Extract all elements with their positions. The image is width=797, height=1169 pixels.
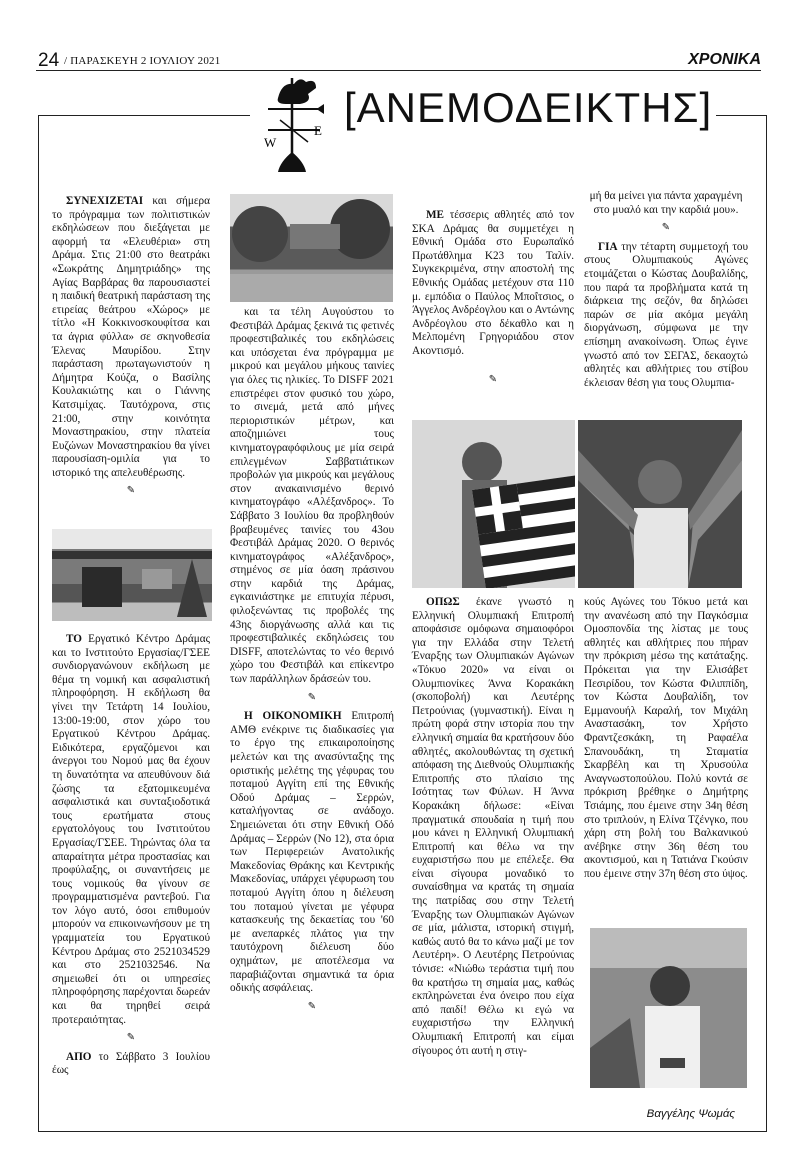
lead-word: ΤΟ <box>66 633 82 645</box>
article-text: τέσσερις αθλητές από τον ΣΚΑ Δράμας θα συμμετέχει η Εθνική Ομάδα στο Ευρωπαϊκό Πρωτάθλημα Κ23 του Ταλίν. Συγκεκριμένα, στην αποστολή της Εθνικής Ομάδας μετέχουν στα 110 μ. εμπόδια ο Παύλος Μποΐτσιος, ο Άγγελος Ανδρέογλου και ο Αντώνης Ανδρέογλου στο δέκαθλο και η Μελπομένη Γρηγοριάδου στον Ακοντισμό. <box>412 209 574 357</box>
col4-text <box>584 190 748 390</box>
article-text: μή θα μείνει για πάντα χαραγμένη στο μυαλό και την καρδιά μου». <box>589 190 743 216</box>
separator-icon: ✎ <box>488 373 498 385</box>
lead-word: ΟΠΩΣ <box>426 596 460 608</box>
separator-icon: ✎ <box>307 691 317 703</box>
gymnast-photo <box>578 420 742 588</box>
runner-photo <box>590 928 747 1088</box>
article-text: κούς Αγώνες του Τόκυο μετά και την ανανέωση από την Παγκόσμια Ομοσπονδία της λίστας με τους αθλητές και αθλήτριες που πήραν την πρόκριση μέσω της κατάταξης. Πρόκειται για την Ελισάβετ Πεσιρίδου, τον Κώστα Φιλιππίδη, τον Κώστα Δουβαλίδη, τον Εμμανουήλ Καραλή, τον Μιχάλη Αναστασάκη, τον Χρήστο Φραντζεσκάκη, τη Ραφαέλα Σπανουδάκη, τη Σταματία Σκαρβέλη και τη Χρυσούλα Αναγνωστοπούλου. Πολύ κοντά σε πρόκριση βρέθηκε ο Δημήτρης Τσιάμης, που έμεινε στην 34η θέση στο τριπλούν, η Ελίνα Τζένγκο, που χάρη στη βολή του Βαλκανικού ανέβηκε στην 36η θέση του ακοντισμού, και η Τατιάνα Γκούσιν που έμεινε στην 37η θέση στο ύψος. <box>584 596 748 880</box>
article-text: και σήμερα το πρόγραμμα των πολιτιστικών εκδηλώσεων που διεξάγεται με αφορμή τα «Ελευθέρια» στη Δράμα. Στις 21:00 στο θεατράκι «Σωκράτης Δημητριάδης» της Αγίας Βαρβάρας θα παρουσιαστεί η παιδική θεατρική παράσταση της ετιρείας θεάτρου «Χώρος» με τίτλο «Η Κοκκινοσκουφίτσα και τα άγρια φύλλα» σε σκηνοθεσία Έλενας Μαυρίδου. Στην παράσταση πρωταγωνιστούν η Δήμητρα Κούζα, ο Βασίλης Κουλακιώτης και ο Γιάννης Κατσιμίχας. Ταυτόχρονα, στις 21:00, στην κοινότητα Μοναστηρακίου, στην πλατεία Ευζώνων Μοναστηρακίου θα γίνει παρουσίαση-ομιλία για το ιστορικό της απελευθέρωσης. <box>52 195 210 479</box>
lead-word: ΑΠΟ <box>66 1050 92 1063</box>
lead-word: Η ΟΙΚΟΝΟΜΙΚΗ <box>244 710 342 723</box>
vane-letter-w: W <box>264 135 277 150</box>
article-text: έκανε γνωστό η Ελληνική Ολυμπιακή Επιτροπή αποφάσισε ομόφωνα σημαιοφόροι για την Ελλάδα στην Τελετή Έναρξης των Ολυμπιακών Αγώνων «Τόκυο 2020» να είναι οι Ολυμπιονίκες Άννα Κορακάκη (σκοποβολή) και Λευτέρης Πετρούνιας (γυμναστική). Είναι η πρώτη φορά στην ιστορία που την ελληνική σημαία θα κρατήσουν δύο αθλητές, ακολουθώντας τη σχετική απόφαση της Διεθνούς Ολυμπιακής Επιτροπής στο πλαίσιο της Ισότητας των Φύλων. Η Άννα Κορακάκη δήλωσε: «Είναι πραγματικά σπουδαία η τιμή που μου κάνει η Ελληνική Ολυμπιακή Επιτροπή και θέλω να την ευχαριστήσω που με επέλεξε. Θα είναι σίγουρα μοναδικό το συναίσθημα να κρατάς τη σημαία της πατρίδας σου στην Τελετή Έναρξης των Ολυμπιακών Αγώνων σε μία, μάλιστα, ιστορική στιγμή, καθώς αυτό θα το κάνω μαζί με τον Λευτέρη». Ο Λευτέρης Πετρούνιας τόνισε: «Νιώθω τεράστια τιμή που θα κρατήσω τη σημαία μας, καθώς εκπληρώνεται ένα όνειρο που είχα από παιδί! Θέλω κι εγώ να ευχαριστήσω την Ελληνική Ολυμπιακή Επιτροπή και είμαι σίγουρος ότι αυτή η στιγ- <box>412 596 574 1057</box>
separator-icon: ✎ <box>307 1000 317 1012</box>
weathervane-icon <box>250 72 340 174</box>
lead-word: ΓΙΑ <box>598 240 618 253</box>
article-text: την τέταρτη συμμετοχή του στους Ολυμπιακούς Αγώνες ετοιμάζεται ο Κώστας Δουβαλίδης, που παρά τα προβλήματα κατά τη διάρκεια της σεζόν, θα δηλώσει παρών σε μία ακόμα μεγάλη διοργάνωση, σύμφωνα με την επίσημη ανακοίνωση. Όπως έγινε γνωστό από τον ΣΕΓΑΣ, δεκαοχτώ αθλητές και αθλήτριες του στίβου έκλεισαν θέση για τους Ολυμπια- <box>584 240 748 389</box>
separator-icon: ✎ <box>126 485 136 497</box>
column-title: [ΑΝΕΜΟΔΕΙΚΤΗΣ] <box>340 84 716 132</box>
section-name: ΧΡΟΝΙΚΑ <box>688 51 761 68</box>
col3-text <box>412 209 574 392</box>
separator-icon: ✎ <box>126 1032 136 1044</box>
article-text: Επιτροπή ΑΜΘ ενέκρινε τις διαδικασίες για το έργο της επικαιροποίησης μελετών και της ανασύνταξης της οριστικής μελέτης της γέφυρας του ποταμού Αγγίτη επί της Εθνικής Οδού Δράμας – Σερρών, καταλήγοντας σε ανάδοχο. Σημειώνεται ότι στην Εθνική Οδό Δράμας – Σερρών (Νο 12), στα όρια των Περιφερειών Ανατολικής Μακεδονίας Θράκης και Κεντρικής Μακεδονίας, υπάρχει γέφυρωση του ποταμού Αγγίτη όπου η διέλευση του ποταμού γίνεται με γέφυρα κατασκευής της δεκαετίας του '60 με ανεπαρκές πλάτος για την ταυτόχρονη διέλευση δύο οχημάτων, με αποτέλεσμα να παραβιάζονται σημαντικά τα όρια οδικής ασφάλειας. <box>230 710 394 995</box>
issue-date: / ΠΑΡΑΣΚΕΥΗ 2 ΙΟΥΛΙΟΥ 2021 <box>64 55 221 67</box>
page-number: 24 <box>38 50 60 71</box>
lead-word: ΜΕ <box>426 209 445 221</box>
col1-text-bottom <box>52 633 210 1078</box>
col2-text <box>230 306 394 1019</box>
vane-letter-e: E <box>314 123 322 138</box>
col1-text-top <box>52 195 210 504</box>
col6-text <box>584 596 748 881</box>
article-text: το Σάββατο 3 Ιουλίου έως <box>52 1050 210 1077</box>
article-text: Εργατικό Κέντρο Δράμας και το Ινστιτούτο Εργασίας/ΓΣΕΕ συνδιοργανώνουν εκδήλωση με θέμα τη νομική και ασφαλιστική πληροφόρηση. Η εκδήλωση θα γίνει την Τετάρτη 14 Ιουλίου, 13:00-19:00, στον χώρο του Εργατικού Κέντρου Δράμας. Ειδικότερα, εργαζόμενοι και άνεργοι του Νομού μας θα έχουν τη δυνατότητα να απευθύνουν διά ζώσης τα εξατομικευμένα ασφαλιστικά και συνταξιοδοτικά τους ερωτήματα στους εργατολόγους του Ινστιτούτου Εργασίας/ΓΣΕΕ. Τηρώντας όλα τα απαραίτητα μέτρα προστασίας και προφύλαξης, οι συναντήσεις με τους νομικούς θα γίνουν σε προγραμματισμένα ραντεβού. Για τον λόγο αυτό, όσοι επιθυμούν μπορούν να επικοινωνήσουν με τη γραμματεία του Εργατικού Κέντρου Δράμας στο 2521034529 και στο 2521032546. Να σημειωθεί ότι οι υπηρεσίες πληροφόρησης παρέχονται δωρεάν και θα τηρηθεί σειρά προτεραιότητας. <box>52 633 210 1026</box>
separator-icon: ✎ <box>661 222 671 234</box>
building-photo <box>52 529 212 621</box>
col5-text <box>412 596 574 1058</box>
header-rule <box>36 70 761 71</box>
lead-word: ΣΥΝΕΧΙΖΕΤΑΙ <box>66 195 144 207</box>
flag-bearer-photo <box>412 420 575 588</box>
author-signature: Βαγγέλης Ψωμάς <box>646 1108 735 1120</box>
cinema-garden-photo <box>230 194 393 302</box>
article-text: και τα τέλη Αυγούστου το Φεστιβάλ Δράμας ξεκινά τις φετινές προφεστιβαλικές του εκδηλώσεις και υπόσχεται ένα πρόγραμμα με μικρού και μεγάλου μήκους ταινίες για όλες τις ηλικίες. Το DISFF 2021 επιστρέφει στον φυσικό του χώρο, το σινεμά, μετά από μήνες περιοριστικών μέτρων, και αποζημιώνει τους κινηματογραφόφιλους με μία σειρά επιλεγμένων Σαββατιάτικων προβολών για μικρούς και μεγάλους στον ανακαινισμένο θερινό κινηματογράφο «Αλέξανδρος». Το Σάββατο 3 Ιουλίου θα προβληθούν βραβευμένες ταινίες του 43ου Φεστιβάλ Δράμας 2020. Ο θερινός κινηματογράφος «Αλέξανδρος», στημένος σε μία όαση πράσινου στην καρδιά της Δράμας, εγκαινιάστηκε με επιτυχία πέρυσι, φιλοξενώντας τις προβολές της 43ης διοργάνωσης αλλά και τις προφεστιβαλικές εκδηλώσεις του DISFF, αποτελώντας το νέο θερινό χώρο του Φεστιβάλ και επίκεντρο των παράλληλων δράσεών του. <box>230 306 394 686</box>
